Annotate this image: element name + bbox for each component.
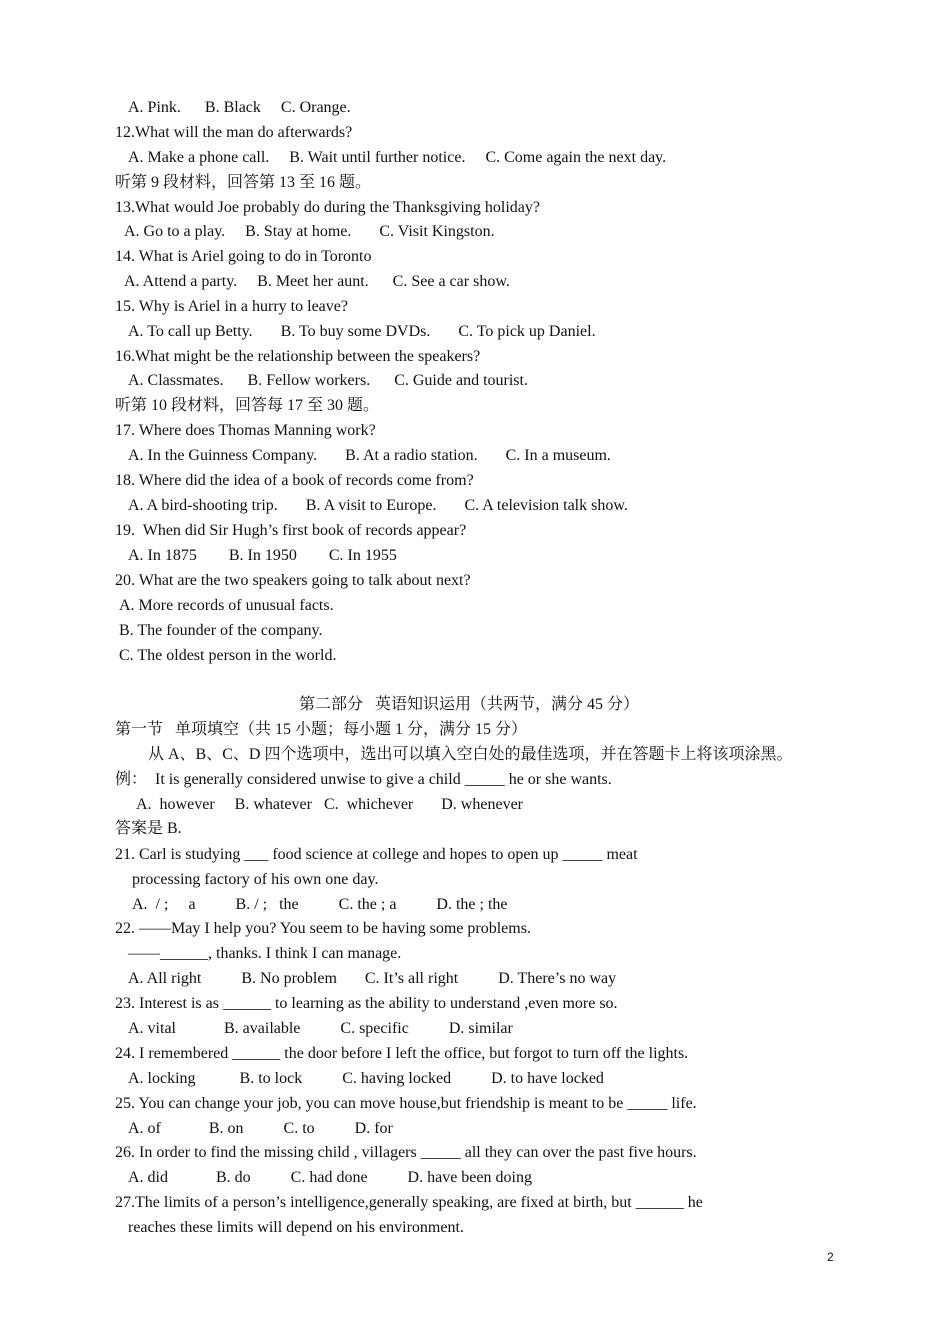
section-instructions: 从 A、B、C、D 四个选项中，选出可以填入空白处的最佳选项，并在答题卡上将该项涂黑。 [148, 746, 793, 763]
section-one-heading: 第一节 单项填空（共 15 小题；每小题 1 分，满分 15 分） [115, 721, 528, 738]
q26-options: A. did B. do C. had done D. have been doing [128, 1169, 532, 1186]
q15-options: A. To call up Betty. B. To buy some DVDs. C. To pick up Daniel. [128, 323, 596, 340]
example-answer: 答案是 B. [115, 820, 182, 837]
q25-question: 25. You can change your job, you can move house,but friendship is meant to be _____ life. [115, 1095, 697, 1112]
q11-options: A. Pink. B. Black C. Orange. [128, 99, 351, 116]
example-question: 例： It is generally considered unwise to give a child _____ he or she wants. [115, 771, 612, 788]
q22-question: 22. ——May I help you? You seem to be having some problems. [115, 920, 531, 937]
page-number: 2 [827, 1250, 834, 1264]
q23-options: A. vital B. available C. specific D. similar [128, 1020, 513, 1037]
q18-options: A. A bird-shooting trip. B. A visit to Europe. C. A television talk show. [128, 497, 628, 514]
q20-option-a: A. More records of unusual facts. [119, 597, 334, 614]
q23-question: 23. Interest is as ______ to learning as the ability to understand ,even more so. [115, 995, 618, 1012]
example-options: A. however B. whatever C. whichever D. whenever [136, 796, 523, 813]
q21-question-cont: processing factory of his own one day. [132, 871, 379, 888]
q27-question-cont: reaches these limits will depend on his environment. [128, 1219, 464, 1236]
q16-question: 16.What might be the relationship between the speakers? [115, 348, 481, 365]
q21-options: A. / ; a B. / ; the C. the ; a D. the ; the [132, 896, 508, 913]
q25-options: A. of B. on C. to D. for [128, 1120, 393, 1137]
q17-question: 17. Where does Thomas Manning work? [115, 422, 376, 439]
q15-question: 15. Why is Ariel in a hurry to leave? [115, 298, 348, 315]
q22-reply: ——______, thanks. I think I can manage. [128, 945, 402, 962]
q13-question: 13.What would Joe probably do during the Thanksgiving holiday? [115, 199, 540, 216]
q13-options: A. Go to a play. B. Stay at home. C. Visit Kingston. [124, 223, 495, 240]
q20-option-b: B. The founder of the company. [119, 622, 323, 639]
q24-question: 24. I remembered ______ the door before I left the office, but forgot to turn off the lights. [115, 1045, 689, 1062]
q16-options: A. Classmates. B. Fellow workers. C. Guide and tourist. [128, 372, 528, 389]
q19-question: 19. When did Sir Hugh’s first book of records appear? [115, 522, 467, 539]
q14-question: 14. What is Ariel going to do in Toronto [115, 248, 372, 265]
q12-options: A. Make a phone call. B. Wait until further notice. C. Come again the next day. [128, 149, 667, 166]
q20-option-c: C. The oldest person in the world. [119, 647, 337, 664]
section-10-instruction: 听第 10 段材料，回答每 17 至 30 题。 [115, 397, 380, 414]
section-9-instruction: 听第 9 段材料，回答第 13 至 16 题。 [115, 174, 372, 191]
q21-question: 21. Carl is studying ___ food science at college and hopes to open up _____ meat [115, 846, 638, 863]
q17-options: A. In the Guinness Company. B. At a radio station. C. In a museum. [128, 447, 611, 464]
q18-question: 18. Where did the idea of a book of records come from? [115, 472, 474, 489]
q14-options: A. Attend a party. B. Meet her aunt. C. See a car show. [124, 273, 510, 290]
q22-options: A. All right B. No problem C. It’s all right D. There’s no way [128, 970, 617, 987]
q19-options: A. In 1875 B. In 1950 C. In 1955 [128, 547, 397, 564]
q20-question: 20. What are the two speakers going to talk about next? [115, 572, 471, 589]
q27-question: 27.The limits of a person’s intelligence,generally speaking, are fixed at birth, but ______ he [115, 1194, 703, 1211]
part-two-heading: 第二部分 英语知识运用（共两节，满分 45 分） [299, 696, 640, 713]
q24-options: A. locking B. to lock C. having locked D. to have locked [128, 1070, 604, 1087]
q26-question: 26. In order to find the missing child , villagers _____ all they can over the past five hours. [115, 1144, 697, 1161]
q12-question: 12.What will the man do afterwards? [115, 124, 353, 141]
